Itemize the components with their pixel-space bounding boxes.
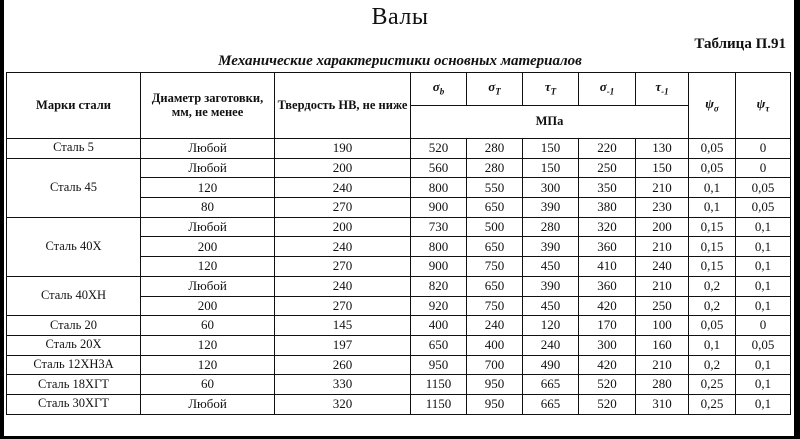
cell-diameter: Любой [141, 394, 275, 414]
cell-hardness: 270 [275, 257, 411, 277]
cell-sigma-b: 920 [411, 296, 467, 316]
header-unit-mpa: МПа [411, 106, 689, 139]
cell-sigma-t: 750 [467, 257, 523, 277]
cell-psi-tau: 0 [736, 139, 791, 159]
cell-psi-sigma: 0,2 [689, 276, 736, 296]
cell-tau-minus1: 150 [636, 158, 689, 178]
table-row [7, 335, 791, 355]
cell-diameter: 200 [141, 296, 275, 316]
cell-tau-minus1: 210 [636, 237, 689, 257]
cell-psi-tau: 0,1 [736, 257, 791, 277]
header-grade: Марки стали [7, 73, 141, 139]
steel-properties-table [6, 72, 791, 415]
cell-psi-tau: 0,1 [736, 375, 791, 395]
cell-psi-tau: 0,1 [736, 355, 791, 375]
cell-tau-t: 280 [523, 217, 579, 237]
cell-sigma-b: 900 [411, 198, 467, 218]
cell-hardness: 197 [275, 335, 411, 355]
cell-diameter: Любой [141, 158, 275, 178]
table-row [7, 217, 791, 237]
table-row [7, 276, 791, 296]
cell-sigma-b: 1150 [411, 394, 467, 414]
cell-hardness: 320 [275, 394, 411, 414]
cell-diameter: 60 [141, 375, 275, 395]
cell-tau-minus1: 130 [636, 139, 689, 159]
cell-grade: Сталь 30ХГТ [7, 394, 141, 414]
cell-sigma-b: 950 [411, 355, 467, 375]
cell-hardness: 240 [275, 276, 411, 296]
cell-psi-sigma: 0,2 [689, 296, 736, 316]
cell-sigma-minus1: 360 [579, 237, 636, 257]
cell-hardness: 270 [275, 296, 411, 316]
cell-psi-tau: 0,1 [736, 217, 791, 237]
cell-hardness: 200 [275, 217, 411, 237]
cell-tau-minus1: 230 [636, 198, 689, 218]
cell-diameter: 80 [141, 198, 275, 218]
cell-psi-tau: 0,05 [736, 335, 791, 355]
cell-sigma-minus1: 250 [579, 158, 636, 178]
cell-diameter: 120 [141, 355, 275, 375]
cell-psi-tau: 0,1 [736, 394, 791, 414]
cell-diameter: Любой [141, 139, 275, 159]
cell-sigma-t: 240 [467, 316, 523, 336]
header-sigma-b: $\sigma_b$ [411, 73, 467, 106]
cell-psi-tau: 0,1 [736, 296, 791, 316]
cell-grade: Сталь 18ХГТ [7, 375, 141, 395]
cell-tau-t: 490 [523, 355, 579, 375]
cell-psi-tau: 0 [736, 158, 791, 178]
cell-tau-t: 240 [523, 335, 579, 355]
cell-sigma-t: 650 [467, 237, 523, 257]
cell-tau-minus1: 210 [636, 178, 689, 198]
cell-tau-t: 390 [523, 237, 579, 257]
cell-hardness: 240 [275, 178, 411, 198]
cell-sigma-b: 900 [411, 257, 467, 277]
cell-psi-sigma: 0,15 [689, 217, 736, 237]
cell-sigma-minus1: 170 [579, 316, 636, 336]
cell-sigma-t: 400 [467, 335, 523, 355]
cell-psi-tau: 0,1 [736, 237, 791, 257]
cell-tau-t: 150 [523, 139, 579, 159]
cell-psi-tau: 0,05 [736, 198, 791, 218]
cell-sigma-t: 950 [467, 375, 523, 395]
cell-sigma-t: 950 [467, 394, 523, 414]
cell-grade: Сталь 5 [7, 139, 141, 159]
cell-sigma-t: 650 [467, 276, 523, 296]
cell-tau-minus1: 210 [636, 355, 689, 375]
cell-sigma-minus1: 320 [579, 217, 636, 237]
header-row-symbols [7, 73, 791, 106]
cell-psi-sigma: 0,05 [689, 316, 736, 336]
cell-tau-t: 150 [523, 158, 579, 178]
cell-grade: Сталь 20Х [7, 335, 141, 355]
cell-psi-sigma: 0,1 [689, 178, 736, 198]
cell-sigma-t: 280 [467, 139, 523, 159]
cell-diameter: 60 [141, 316, 275, 336]
cell-psi-tau: 0,1 [736, 276, 791, 296]
header-tau-minus1: $\tau_{-1}$ [636, 73, 689, 106]
cell-tau-minus1: 160 [636, 335, 689, 355]
cell-hardness: 190 [275, 139, 411, 159]
header-tau-t: $\tau_T$ [523, 73, 579, 106]
header-sigma-t: $\sigma_T$ [467, 73, 523, 106]
cell-tau-t: 300 [523, 178, 579, 198]
cell-tau-minus1: 240 [636, 257, 689, 277]
cell-tau-minus1: 310 [636, 394, 689, 414]
cell-hardness: 330 [275, 375, 411, 395]
cell-sigma-b: 1150 [411, 375, 467, 395]
cell-tau-t: 665 [523, 375, 579, 395]
cell-sigma-minus1: 520 [579, 375, 636, 395]
cell-tau-minus1: 200 [636, 217, 689, 237]
cell-sigma-minus1: 380 [579, 198, 636, 218]
cell-psi-sigma: 0,1 [689, 335, 736, 355]
cell-sigma-b: 520 [411, 139, 467, 159]
cell-diameter: Любой [141, 217, 275, 237]
header-sigma-minus1: $\sigma_{-1}$ [579, 73, 636, 106]
header-diameter: Диаметр заготовки, мм, не менее [141, 73, 275, 139]
cell-sigma-b: 800 [411, 237, 467, 257]
cell-sigma-t: 650 [467, 198, 523, 218]
cell-psi-tau: 0,05 [736, 178, 791, 198]
cell-sigma-t: 550 [467, 178, 523, 198]
cell-diameter: 120 [141, 178, 275, 198]
cell-sigma-minus1: 350 [579, 178, 636, 198]
cell-tau-t: 450 [523, 296, 579, 316]
cell-grade: Сталь 20 [7, 316, 141, 336]
cell-sigma-minus1: 360 [579, 276, 636, 296]
table-id: Таблица П.91 [694, 36, 786, 52]
cell-hardness: 200 [275, 158, 411, 178]
table-row [7, 158, 791, 178]
cell-diameter: Любой [141, 276, 275, 296]
cell-sigma-b: 820 [411, 276, 467, 296]
cell-sigma-minus1: 420 [579, 296, 636, 316]
cell-sigma-minus1: 300 [579, 335, 636, 355]
cell-sigma-b: 800 [411, 178, 467, 198]
cell-sigma-b: 650 [411, 335, 467, 355]
table-row [7, 355, 791, 375]
cell-hardness: 240 [275, 237, 411, 257]
cell-sigma-b: 560 [411, 158, 467, 178]
cell-sigma-minus1: 420 [579, 355, 636, 375]
cell-sigma-minus1: 410 [579, 257, 636, 277]
cell-tau-minus1: 250 [636, 296, 689, 316]
cell-psi-sigma: 0,25 [689, 375, 736, 395]
cell-tau-t: 120 [523, 316, 579, 336]
cell-tau-t: 450 [523, 257, 579, 277]
cell-sigma-t: 500 [467, 217, 523, 237]
cell-tau-minus1: 100 [636, 316, 689, 336]
cell-sigma-minus1: 520 [579, 394, 636, 414]
cell-sigma-t: 750 [467, 296, 523, 316]
cell-psi-sigma: 0,05 [689, 158, 736, 178]
cell-grade: Сталь 40Х [7, 217, 141, 276]
cell-diameter: 120 [141, 335, 275, 355]
header-psi-tau: $\psi_\tau$ [736, 73, 791, 139]
table-caption: Механические характеристики основных материалов [218, 53, 582, 69]
table-row [7, 394, 791, 414]
cell-tau-t: 390 [523, 198, 579, 218]
cell-sigma-b: 730 [411, 217, 467, 237]
cell-hardness: 145 [275, 316, 411, 336]
cell-grade: Сталь 40ХН [7, 276, 141, 315]
cell-psi-sigma: 0,2 [689, 355, 736, 375]
cell-tau-minus1: 210 [636, 276, 689, 296]
table-body [7, 139, 791, 415]
header-hardness: Твердость НВ, не ниже [275, 73, 411, 139]
cell-psi-sigma: 0,15 [689, 237, 736, 257]
cell-psi-tau: 0 [736, 316, 791, 336]
cell-psi-sigma: 0,25 [689, 394, 736, 414]
cell-psi-sigma: 0,1 [689, 198, 736, 218]
cell-grade: Сталь 12ХН3А [7, 355, 141, 375]
cell-sigma-b: 400 [411, 316, 467, 336]
cell-hardness: 270 [275, 198, 411, 218]
cell-tau-minus1: 280 [636, 375, 689, 395]
cell-psi-sigma: 0,05 [689, 139, 736, 159]
cell-diameter: 120 [141, 257, 275, 277]
cell-sigma-t: 700 [467, 355, 523, 375]
cell-tau-t: 390 [523, 276, 579, 296]
cell-hardness: 260 [275, 355, 411, 375]
table-row [7, 375, 791, 395]
page-title: Валы [371, 4, 429, 30]
table-row [7, 139, 791, 159]
cell-grade: Сталь 45 [7, 158, 141, 217]
cell-diameter: 200 [141, 237, 275, 257]
cell-psi-sigma: 0,15 [689, 257, 736, 277]
cell-sigma-t: 280 [467, 158, 523, 178]
cell-tau-t: 665 [523, 394, 579, 414]
cell-sigma-minus1: 220 [579, 139, 636, 159]
table-row [7, 316, 791, 336]
header-psi-sigma: $\psi_\sigma$ [689, 73, 736, 139]
